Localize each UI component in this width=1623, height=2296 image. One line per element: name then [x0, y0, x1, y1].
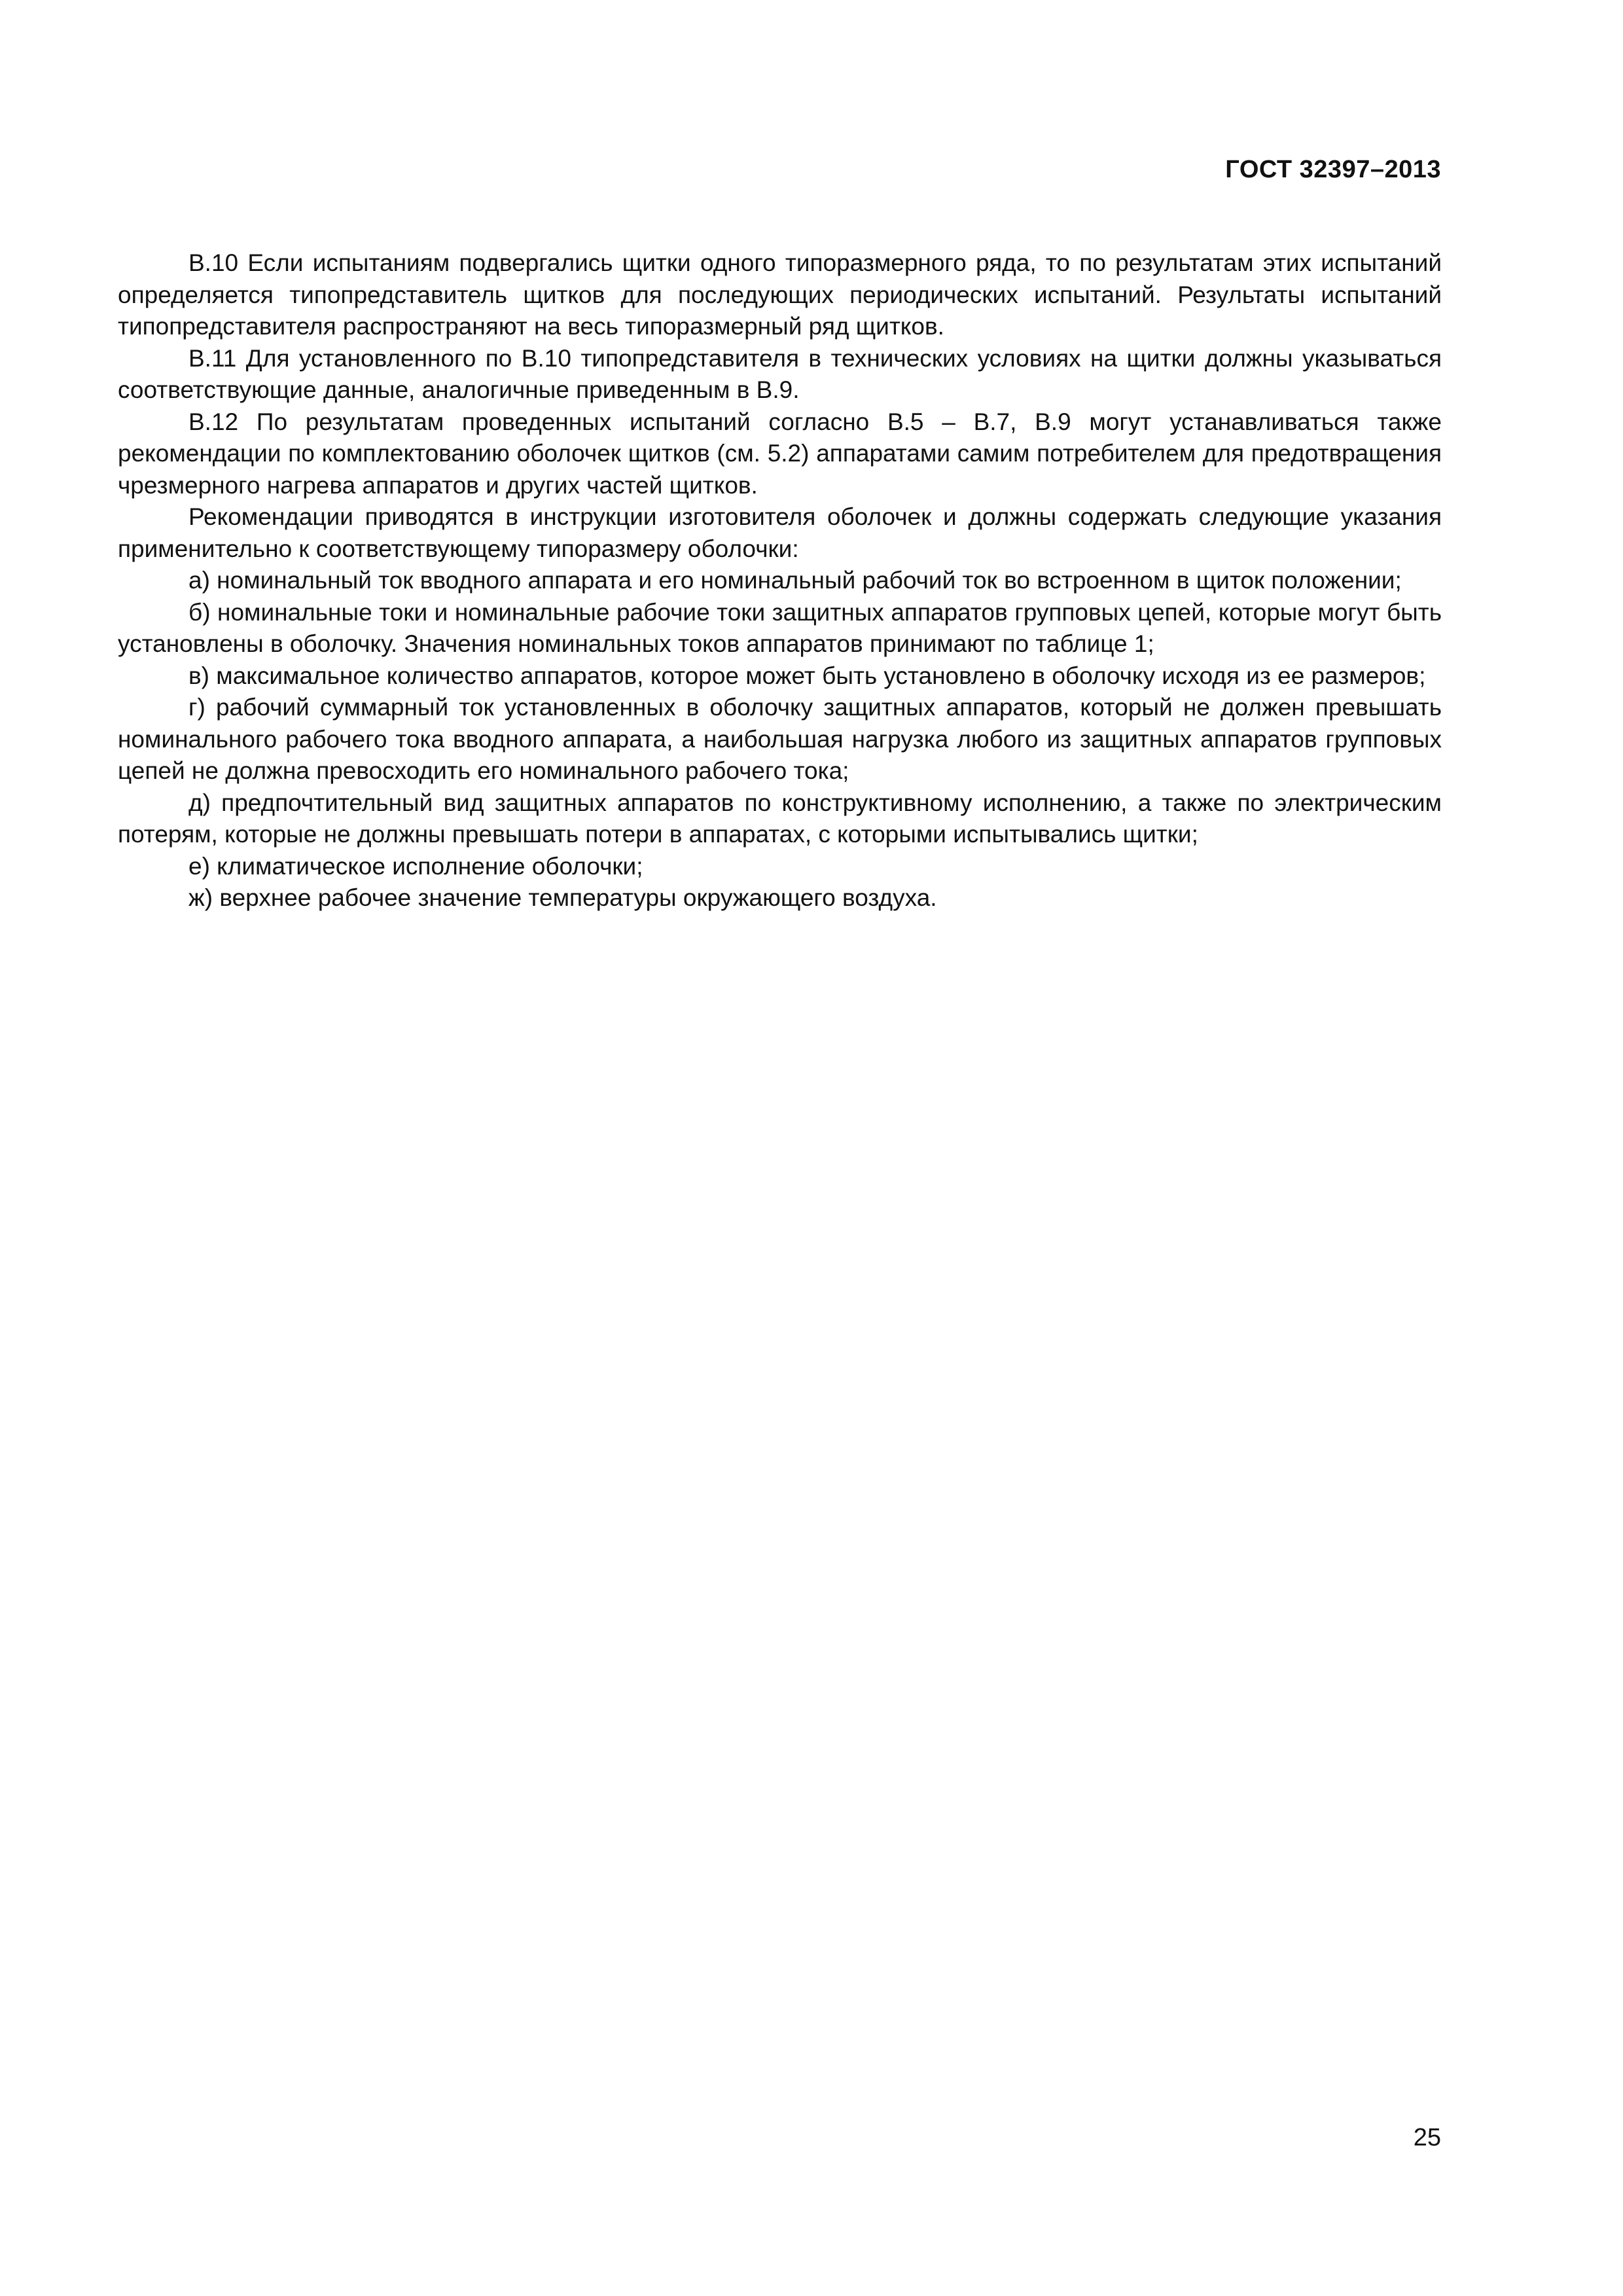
page-number: 25 [1413, 2124, 1441, 2151]
list-item-g: г) рабочий суммарный ток установленных в оболочку защитных аппаратов, который не должен превышать номинального рабочего тока вводного аппарата, а наибольшая нагрузка любого из защитных аппаратов групповых цепей не должна превосходить его номинального рабочего тока; [118, 694, 1442, 784]
list-item-d: д) предпочтительный вид защитных аппаратов по конструктивному исполнению, а также по электрическим потерям, которые не должны превышать потери в аппаратах, с которыми испытывались щитки; [118, 789, 1442, 848]
paragraph-b12: В.12 По результатам проведенных испытаний согласно В.5 – В.7, В.9 могут устанавливаться также рекомендации по комплектованию оболочек щитков (см. 5.2) аппаратами самим потребителем для предотвращения чрезмерного нагрева аппаратов и других частей щитков. [118, 408, 1442, 499]
document-header-code: ГОСТ 32397–2013 [1225, 156, 1441, 183]
paragraph-recommendations: Рекомендации приводятся в инструкции изготовителя оболочек и должны содержать следующие указания применительно к соответствующему типоразмеру оболочки: [118, 503, 1442, 562]
list-item-b: б) номинальные токи и номинальные рабочие токи защитных аппаратов групповых цепей, которые могут быть установлены в оболочку. Значения номинальных токов аппаратов принимают по таблице 1; [118, 598, 1442, 657]
list-item-v: в) максимальное количество аппаратов, которое может быть установлено в оболочку исходя из ее размеров; [188, 662, 1426, 689]
list-item-a: а) номинальный ток вводного аппарата и его номинальный рабочий ток во встроенном в щиток положении; [188, 567, 1402, 594]
document-body [118, 247, 1442, 914]
paragraph-b10: В.10 Если испытаниям подвергались щитки одного типоразмерного ряда, то по результатам этих испытаний определяется типопредставитель щитков для последующих периодических испытаний. Результаты испытаний типопредставителя распространяют на весь типоразмерный ряд щитков. [118, 249, 1442, 340]
paragraph-b11: В.11 Для установленного по В.10 типопредставителя в технических условиях на щитки должны указываться соответствующие данные, аналогичные приведенным в В.9. [118, 344, 1442, 403]
list-item-zh: ж) верхнее рабочее значение температуры окружающего воздуха. [188, 884, 937, 911]
list-item-e: е) климатическое исполнение оболочки; [188, 852, 643, 880]
